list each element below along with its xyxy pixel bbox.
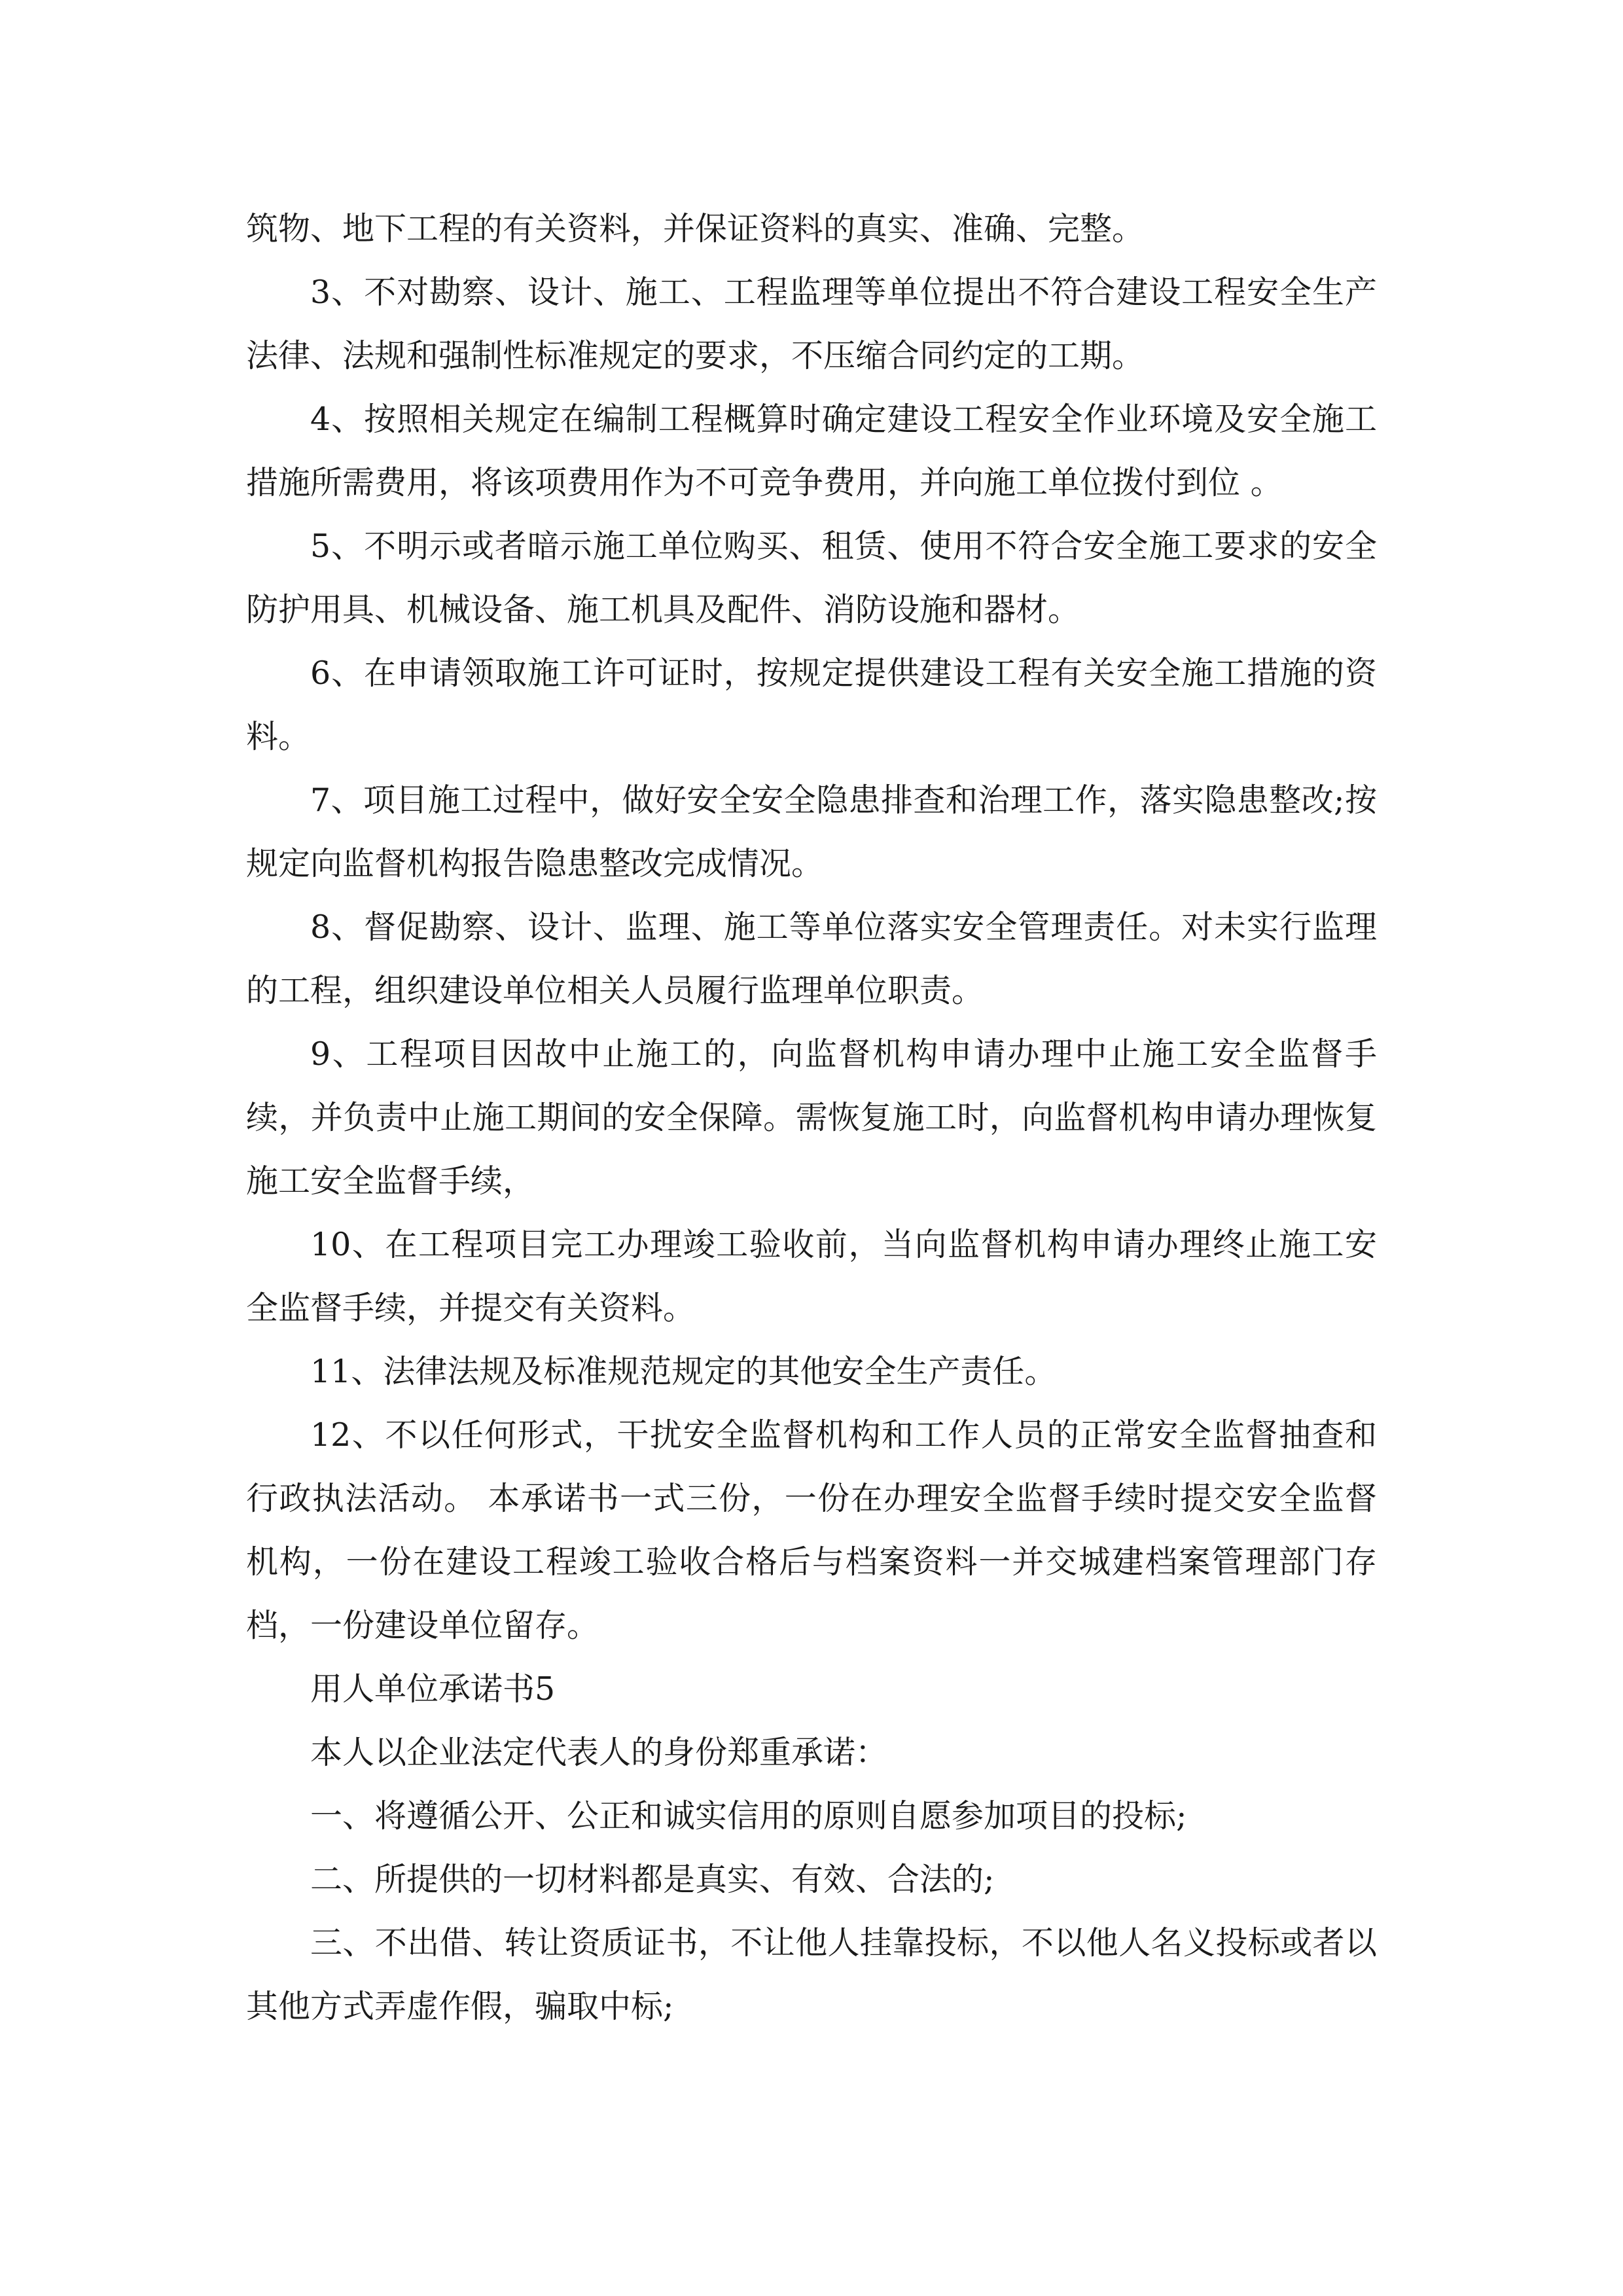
document-body (246, 197, 1377, 2038)
paragraph-pledge-intro: 本人以企业法定代表人的身份郑重承诺： (310, 1734, 888, 1771)
paragraph-item-3: 3、不对勘察、设计、施工、工程监理等单位提出不符合建设工程安全生产法律、法规和强制性标准规定的要求，不压缩合同约定的工期。 (246, 274, 1377, 374)
paragraph-pledge-2: 二、所提供的一切材料都是真实、有效、合法的; (310, 1861, 995, 1898)
paragraph-item-7: 7、项目施工过程中，做好安全安全隐患排查和治理工作，落实隐患整改;按规定向监督机构报告隐患整改完成情况。 (246, 781, 1377, 882)
section-heading: 用人单位承诺书5 (310, 1670, 556, 1708)
paragraph-item-11: 11、法律法规及标准规范规定的其他安全生产责任。 (310, 1353, 1057, 1390)
paragraph-continued: 筑物、地下工程的有关资料，并保证资料的真实、准确、完整。 (246, 210, 1145, 247)
paragraph-pledge-1: 一、将遵循公开、公正和诚实信用的原则自愿参加项目的投标; (310, 1797, 1187, 1835)
paragraph-item-4: 4、按照相关规定在编制工程概算时确定建设工程安全作业环境及安全施工措施所需费用，将该项费用作为不可竞争费用，并向施工单位拨付到位 。 (246, 401, 1377, 501)
paragraph-item-10: 10、在工程项目完工办理竣工验收前，当向监督机构申请办理终止施工安全监督手续，并提交有关资料。 (246, 1226, 1377, 1327)
paragraph-item-5: 5、不明示或者暗示施工单位购买、租赁、使用不符合安全施工要求的安全防护用具、机械设备、施工机具及配件、消防设施和器材。 (246, 528, 1377, 628)
paragraph-item-9: 9、工程项目因故中止施工的，向监督机构申请办理中止施工安全监督手续，并负责中止施工期间的安全保障。需恢复施工时，向监督机构申请办理恢复施工安全监督手续， (246, 1035, 1377, 1200)
paragraph-pledge-3: 三、不出借、转让资质证书，不让他人挂靠投标，不以他人名义投标或者以其他方式弄虚作假，骗取中标; (246, 1924, 1377, 2025)
paragraph-item-6: 6、在申请领取施工许可证时，按规定提供建设工程有关安全施工措施的资料。 (246, 655, 1377, 755)
paragraph-item-12: 12、不以任何形式，干扰安全监督机构和工作人员的正常安全监督抽查和行政执法活动。 本承诺书一式三份，一份在办理安全监督手续时提交安全监督机构，一份在建设工程竣工验收合格后与档案资料一并交城建档案管理部门存档，一份建设单位留存。 (246, 1416, 1377, 1644)
paragraph-item-8: 8、督促勘察、设计、监理、施工等单位落实安全管理责任。对未实行监理的工程，组织建设单位相关人员履行监理单位职责。 (246, 908, 1377, 1009)
